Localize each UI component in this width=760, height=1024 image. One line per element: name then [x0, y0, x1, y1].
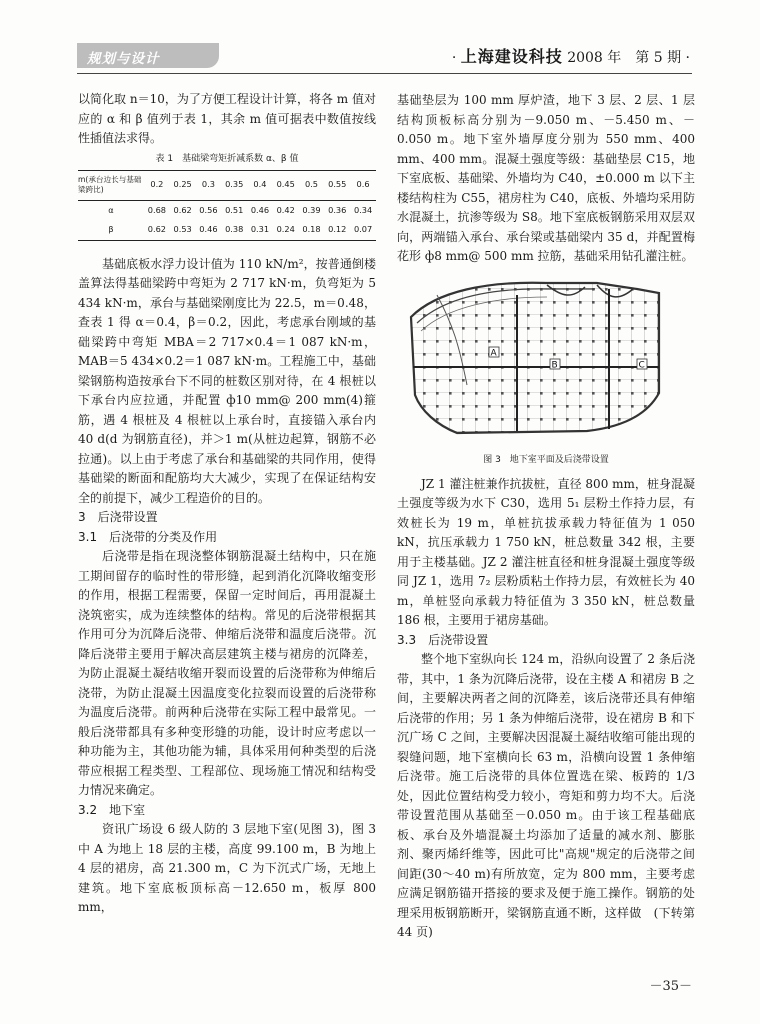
page-number: －35－ [649, 979, 692, 994]
figure-caption: 图 3 地下室平面及后浇带设置 [483, 454, 609, 465]
basement-plan-drawing [397, 275, 695, 443]
right-column [397, 91, 695, 943]
m-cell: 0.3 [196, 170, 222, 200]
beam-paragraph: 基础底板水浮力设计值为 110 kN/m²，按普通倒楼盖算法得基础梁跨中弯矩为 2 717 kN·m，负弯矩为 5 434 kN·m，承台与基础梁刚度比为 22.5，m＝0.48，查表 1 得 α＝0.4，β＝0.2，因此，考虑承台刚域的基础梁跨中弯矩 MBA＝2 717×0.4＝1 087 kN·m，MAB＝5 434×0.2＝1 087 kN·m。工程施工中，基础梁钢筋构造按承台下不同的桩数区别对待，在 4 根桩以下承台内应拉通，并配置 ф10 mm@ 200 mm(4)箍筋，遇 4 根桩及 4 根桩以上承台时，直接锚入承台内 40 d(d 为钢筋直径)，并＞1 m(从桩边起算，钢筋不必拉通)。以上由于考虑了承台和基础梁的共同作用，使得基础梁的断面和配筋均大大减少，实现了在保证结构安全的前提下，减少工程造价的目的。 [78, 256, 376, 505]
piles-paragraph: JZ 1 灌注桩兼作抗拔桩，直径 800 mm，桩身混凝土强度等级为水下 C30，选用 5₁ 层粉土作持力层，有效桩长为 19 m，单桩抗拔承载力特征值为 1 050 kN，抗压承载力 1 750 kN，桩总数量 342 根，主要用于主楼基础。JZ 2 灌注桩直径和桩身混凝土强度等级同 JZ 1，选用 7₂ 层粉质粘土作持力层，有效桩长为 40 m，单桩竖向承载力特征值为 3 350 kN，桩总数量 186 根，主要用于裙房基础。 [397, 476, 695, 627]
table-row [78, 200, 376, 220]
strip-setting-paragraph: 整个地下室纵向长 124 m，沿纵向设置了 2 条后浇带，其中，1 条为沉降后浇带，设在主楼 A 和裙房 B 之间，主要解决两者之间的沉降差，该后浇带还具有伸缩后浇带的作用；另 1 条为伸缩后浇带，设在裙房 B 和下沉广场 C 之间，主要解决因混凝土凝结收缩可能出现的裂缝问题，地下室横向长 63 m，沿横向设置 1 条伸缩后浇带。施工后浇带的具体位置选在梁、板跨的 1/3 处，因此位置结构受力较小，弯矩和剪力均不大。后浇带设置范围从基础至－0.050 m。由于该工程基础底板、承台及外墙混凝土均添加了适量的减水剂、膨胀剂、聚丙烯纤维等，因此可比"高规"规定的后浇带之间间距(30～40 m)有所放宽，定为 800 mm，主要考虑应满足钢筋锚开搭接的要求及便于施工操作。钢筋的处理采用板钢筋断开，梁钢筋直通不断，这样做 (下转第 44 页) [397, 652, 695, 939]
table-cell: 0.18 [299, 220, 325, 240]
m-cell: 0.4 [247, 170, 273, 200]
table-row [78, 220, 376, 240]
row-symbol: β [78, 220, 144, 240]
table-cell: 0.38 [221, 220, 247, 240]
section-3-2-heading: 3.2 地下室 [78, 802, 146, 817]
table-cell: 0.56 [199, 204, 218, 215]
coefficient-table [78, 170, 376, 241]
m-cell: 0.25 [170, 170, 196, 200]
table-cell: 0.12 [324, 220, 350, 240]
table-cell: 0.07 [350, 220, 376, 240]
section-tab [77, 43, 219, 68]
m-cell: 0.6 [350, 170, 376, 200]
table-cell: 0.36 [328, 204, 347, 215]
table-caption: 表 1 基础梁弯矩折减系数 α、β 值 [155, 153, 299, 164]
m-cell: 0.35 [221, 170, 247, 200]
table-cell: 0.24 [273, 220, 299, 240]
journal-header [452, 44, 690, 67]
section-3-3-heading: 3.3 后浇带设置 [397, 632, 489, 647]
zone-a-label: A [490, 348, 497, 358]
table-head-label: m(承台边长与基础梁跨比) [78, 170, 144, 200]
header-dot-end: · [685, 50, 690, 66]
header-rule [77, 73, 692, 74]
table-cell: 0.51 [225, 204, 244, 215]
basement-plan-figure [397, 275, 695, 443]
table-cell: 0.53 [170, 220, 196, 240]
m-cell: 0.2 [144, 170, 170, 200]
intro-paragraph: 以简化取 n＝10，为了方便工程设计计算，将各 m 值对应的 α 和 β 值列于表 1，其余 m 值可据表中数值按线性插值法求得。 [78, 92, 376, 145]
basement-paragraph: 资讯广场设 6 级人防的 3 层地下室(见图 3)，图 3 中 A 为地上 18 层的主楼，高度 99.100 m，B 为地上 4 层的裙房，高 21.300 m，C 为下沉式广场，无地上建筑。地下室底板顶标高－12.650 m，板厚 800 mm， [78, 822, 376, 914]
table-cell: 0.68 [147, 204, 166, 215]
table-cell: 0.62 [173, 204, 192, 215]
table-cell: 0.42 [276, 204, 295, 215]
m-cell: 0.5 [299, 170, 325, 200]
journal-name: 上海建设科技 [460, 47, 563, 66]
row-symbol: α [108, 204, 114, 215]
zone-c-label: C [638, 360, 645, 370]
table-cell: 0.34 [353, 204, 373, 215]
continued-paragraph: 基础垫层为 100 mm 厚炉渣，地下 3 层、2 层、1 层结构顶板标高分别为－9.050 m、－5.450 m、－0.050 m。地下室外墙厚度分别为 550 mm、400 mm、400 mm。混凝土强度等级：基础垫层 C15，地下室底板、基础梁、外墙均为 C40，±0.000 m 以下主楼结构柱为 C55，裙房柱为 C40，底板、外墙均采用防水混凝土，抗渗等级为 S8。地下室底板钢筋采用双层双向，两端锚入承台、承台梁或基础梁内 35 d，并配置梅花形 ф8 mm@ 500 mm 拉筋，基础采用钻孔灌注桩。 [397, 93, 695, 263]
table-cell: 0.39 [302, 204, 321, 215]
table-cell: 0.46 [250, 204, 270, 215]
post-cast-strip-paragraph: 后浇带是指在现浇整体钢筋混凝土结构中，只在施工期间留存的临时性的带形缝，起到消化沉降收缩变形的作用，根据工程需要，保留一定时间后，再用混凝土浇筑密实，成为连续整体的结构。常见的后浇带根据其作用可分为沉降后浇带、伸缩后浇带和温度后浇带。沉降后浇带主要用于解决高层建筑主楼与裙房的沉降差，为防止混凝土凝结收缩开裂而设置的后浇带称为伸缩后浇带，为防止混凝土因温度变化拉裂而设置的后浇带称为温度后浇带。前两种后浇带在实际工程中最常见。一般后浇带都具有多种变形缝的功能，设计时应考虑以一种功能为主，其他功能为辅，具体采用何种类型的后浇带应根据工程类型、工程部位、现场施工情况和结构受力情况来确定。 [78, 549, 376, 797]
section-3-1-heading: 3.1 后浇带的分类及作用 [78, 529, 218, 544]
section-title: 规划与设计 [87, 51, 160, 67]
table-cell: 0.31 [247, 220, 273, 240]
m-cell: 0.55 [324, 170, 350, 200]
table-cell: 0.62 [144, 220, 170, 240]
section-3-heading: 3 后浇带设置 [78, 510, 158, 524]
zone-b-label: B [551, 360, 558, 370]
table-cell: 0.46 [196, 220, 222, 240]
left-column [78, 90, 376, 918]
m-cell: 0.45 [273, 170, 299, 200]
plan-outline [411, 282, 659, 432]
journal-issue: 2008 年 第 5 期 [567, 50, 682, 66]
header-dot: · [451, 50, 457, 66]
